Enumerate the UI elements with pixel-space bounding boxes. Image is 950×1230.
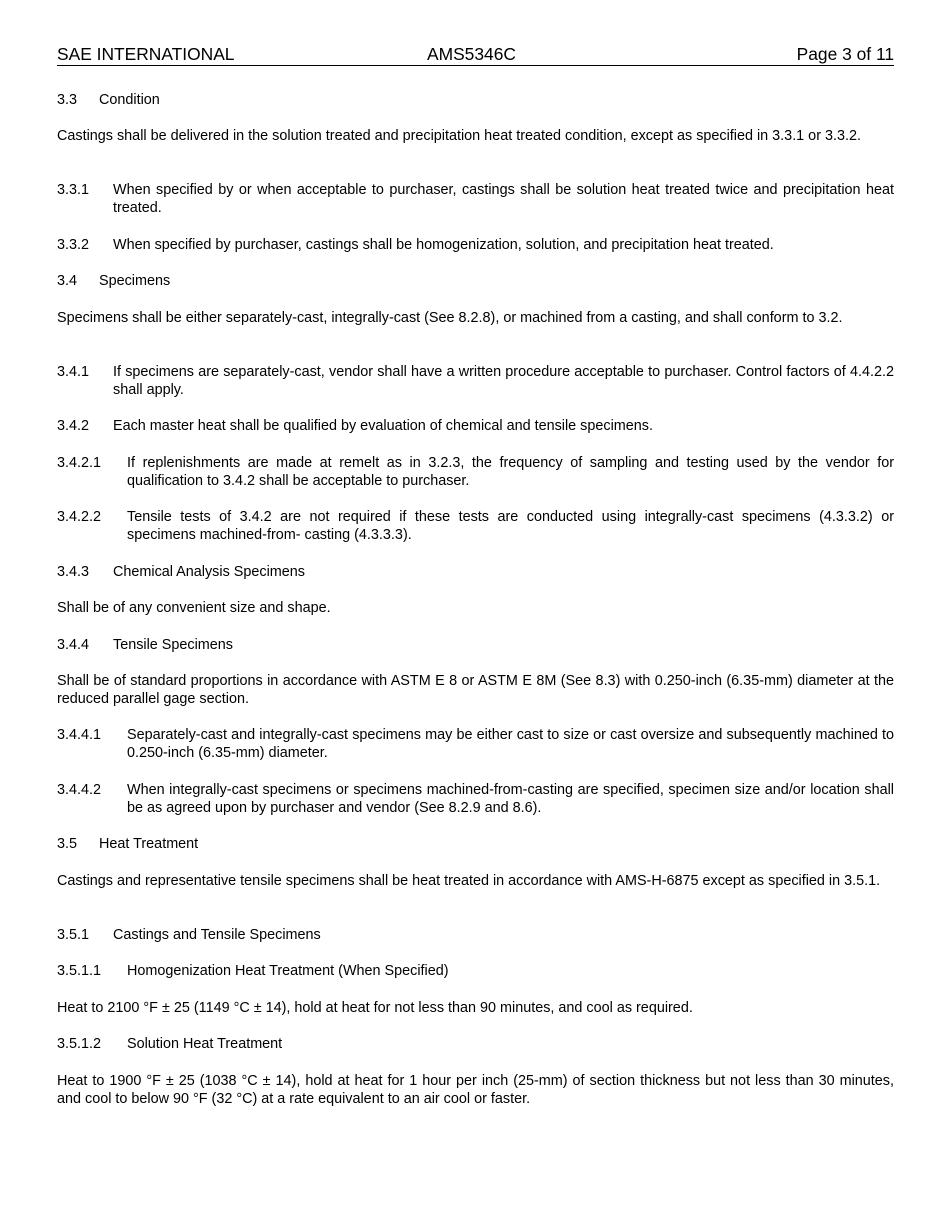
section-number: 3.3.2 [57, 237, 90, 253]
section-number: 3.4.3 [57, 564, 90, 580]
paragraph-3-5: Castings and representative tensile specimens shall be heat treated in accordance with AMS-H-6875 except as specified in 3.5.1. [57, 873, 881, 889]
section-title: Chemical Analysis Specimens [113, 564, 305, 580]
section-number: 3.4.2.2 [57, 509, 102, 525]
section-number: 3.5.1.1 [57, 963, 102, 979]
section-number: 3.4 [57, 273, 78, 289]
section-number: 3.4.1 [57, 364, 90, 380]
section-text: If specimens are separately-cast, vendor shall have a written procedure acceptable to purchaser. Control factors of 4.4.2.2 shall apply. [113, 364, 894, 398]
section-number: 3.4.4.2 [57, 782, 102, 798]
header-organization: SAE INTERNATIONAL [57, 44, 235, 64]
page-header [57, 43, 894, 66]
section-number: 3.5 [57, 836, 78, 852]
subsection-3-4-4-2 [57, 781, 894, 817]
section-number: 3.4.2.1 [57, 455, 102, 471]
subsection-3-4-2-1 [57, 454, 894, 490]
section-text: Tensile tests of 3.4.2 are not required if these tests are conducted using integrally-cast specimens (4.3.3.2) or specimens machined-from- casting (4.3.3.3). [127, 509, 894, 543]
subsection-3-3-2 [57, 236, 894, 254]
section-number: 3.4.4.1 [57, 727, 102, 743]
section-title: Castings and Tensile Specimens [113, 927, 321, 943]
header-page-number: Page 3 of 11 [796, 44, 894, 64]
section-text: When integrally-cast specimens or specimens machined-from-casting are specified, specimen size and/or location shall be as agreed upon by purchaser and vendor (See 8.2.9 and 8.6). [127, 782, 894, 816]
section-text: If replenishments are made at remelt as in 3.2.3, the frequency of sampling and testing used by the vendor for qualification to 3.4.2 shall be acceptable to purchaser. [127, 455, 894, 489]
subsection-3-4-1 [57, 363, 894, 399]
paragraph-3-4: Specimens shall be either separately-cast, integrally-cast (See 8.2.8), or machined from a casting, and shall conform to 3.2. [57, 310, 843, 326]
paragraph-3-5-1-1: Heat to 2100 °F ± 25 (1149 °C ± 14), hold at heat for not less than 90 minutes, and cool as required. [57, 1000, 693, 1016]
section-title: Tensile Specimens [113, 637, 233, 653]
paragraph-3-3: Castings shall be delivered in the solution treated and precipitation heat treated condition, except as specified in 3.3.1 or 3.3.2. [57, 128, 861, 144]
section-title: Specimens [99, 273, 171, 289]
paragraph-3-4-3: Shall be of any convenient size and shape. [57, 600, 331, 616]
subsection-3-4-4-1 [57, 726, 894, 762]
section-title: Homogenization Heat Treatment (When Specified) [127, 963, 449, 979]
section-number: 3.4.4 [57, 637, 90, 653]
section-number: 3.4.2 [57, 418, 90, 434]
subsection-3-4-2-2 [57, 508, 894, 544]
section-number: 3.5.1.2 [57, 1036, 102, 1052]
paragraph-3-5-1-2: Heat to 1900 °F ± 25 (1038 °C ± 14), hold at heat for 1 hour per inch (25-mm) of section thickness but not less than 30 minutes, and cool to below 90 °F (32 °C) at a rate equivalent to an air cool or faster. [57, 1073, 894, 1107]
section-text: When specified by purchaser, castings shall be homogenization, solution, and precipitation heat treated. [113, 237, 774, 253]
paragraph-3-4-4: Shall be of standard proportions in accordance with ASTM E 8 or ASTM E 8M (See 8.3) with 0.250-inch (6.35-mm) diameter at the reduced parallel gage section. [57, 673, 894, 707]
subsection-3-4-2 [57, 417, 894, 435]
section-text: Separately-cast and integrally-cast specimens may be either cast to size or cast oversize and subsequently machined to 0.250-inch (6.35-mm) diameter. [127, 727, 894, 761]
section-number: 3.3.1 [57, 182, 90, 198]
section-text: When specified by or when acceptable to purchaser, castings shall be solution heat treated twice and precipitation heat treated. [113, 182, 894, 216]
subsection-3-3-1 [57, 181, 894, 217]
section-number: 3.3 [57, 92, 78, 108]
section-title: Heat Treatment [99, 836, 199, 852]
section-number: 3.5.1 [57, 927, 90, 943]
section-text: Each master heat shall be qualified by evaluation of chemical and tensile specimens. [113, 418, 653, 434]
header-document-number: AMS5346C [427, 44, 516, 64]
section-title: Solution Heat Treatment [127, 1036, 283, 1052]
section-title: Condition [99, 92, 160, 108]
